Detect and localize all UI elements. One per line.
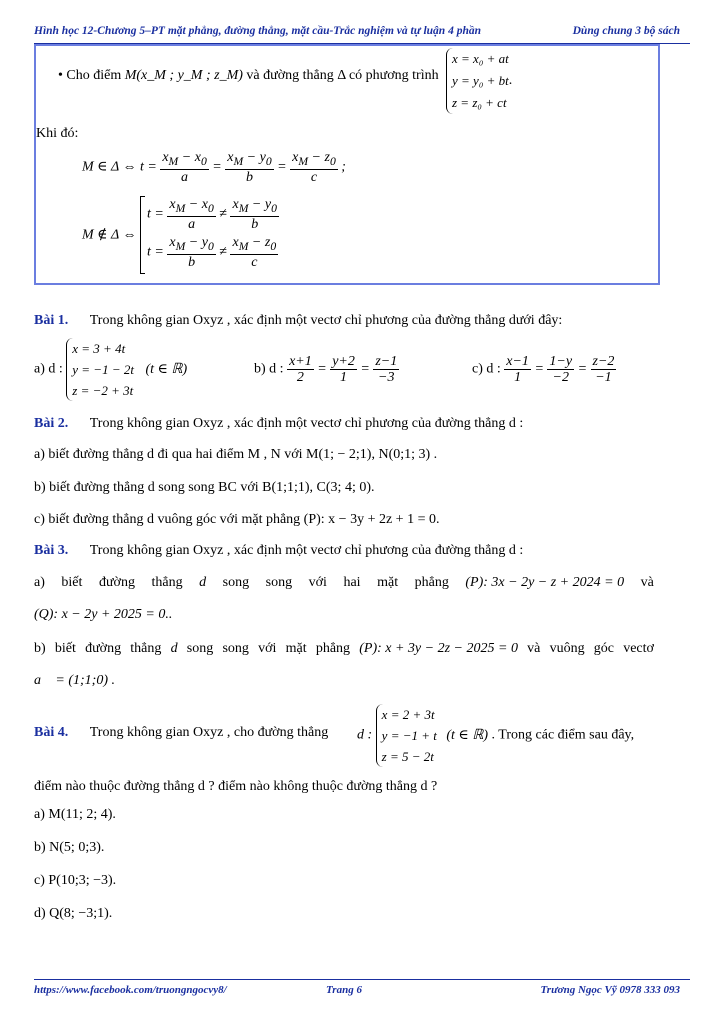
bai3-b: b) biết đường thẳng d song song với mặt phẳng (P): x + 3y − 2z − 2025 = 0 và vuông góc vectơ [34, 641, 654, 656]
header-right: Dùng chung 3 bộ sách [572, 25, 680, 37]
box-system: x = x₀ + at y = y₀ + bt z = z₀ + ct . [446, 48, 512, 114]
bai3-b2: a⃗ = (1;1;0) . [34, 673, 115, 688]
bai4-system: d : x = 2 + 3t y = −1 + t z = 5 − 2t (t ∈ ℝ) . Trong các điểm sau đây, [357, 704, 634, 767]
box-intro: • Cho điểm M(x_M ; y_M ; z_M) và đường thẳng Δ có phương trình [58, 68, 439, 83]
cond-out: M ∉ Δ ⇔ t = $\frac{x_M - x_0}{a}$ ≠ $\frac{x_M - y_0}{b}$ t = $\frac{x_M - y_0}{b}$ ≠ $\frac{x_M - z_0}{c}$ [82, 196, 279, 274]
bai2-title: Bài 2. Trong không gian Oxyz , xác định một vectơ chỉ phương của đường thẳng d : [34, 416, 524, 431]
bai1-b: b) d : $\frac{x+1}{2}$ = $\frac{y+2}{1}$ = $\frac{z-1}{-3}$ [254, 354, 398, 385]
page-number: Trang 6 [326, 984, 362, 996]
bai1-c: c) d : $\frac{x-1}{1}$ = $\frac{1-y}{-2}$ = $\frac{z-2}{-1}$ [472, 354, 615, 385]
bai2-b: b) biết đường thẳng d song song BC với B(1;1;1), C(3; 4; 0). [34, 480, 375, 495]
header-title: Hình học 12-Chương 5–PT mặt phẳng, đường thẳng, mặt cầu-Trắc nghiệm và tự luận 4 phần [34, 25, 481, 37]
bai3-a: a) biết đường thẳng d song song với hai mặt phẳng (P): 3x − 2y − z + 2024 = 0 và [34, 575, 654, 590]
bai2-c: c) biết đường thẳng d vuông góc với mặt phẳng (P): x − 3y + 2z + 1 = 0. [34, 512, 440, 527]
bai4-item-b: b) N(5; 0;3). [34, 840, 105, 855]
theory-box [34, 44, 660, 285]
bai3-title: Bài 3. Trong không gian Oxyz , xác định một vectơ chỉ phương của đường thẳng d : [34, 543, 524, 558]
khi-do: Khi đó: [36, 126, 79, 141]
page-footer [34, 979, 690, 1000]
bai4-item-c: c) P(10;3; −3). [34, 873, 117, 888]
footer-author: Trương Ngọc Vỹ 0978 333 093 [540, 984, 680, 996]
bai4-item-d: d) Q(8; −3;1). [34, 906, 113, 921]
bai4-label: Bài 4. Trong không gian Oxyz , cho đường thẳng [34, 725, 329, 740]
bai1-a: a) d : x = 3 + 4t y = −1 − 2t z = −2 + 3t (t ∈ ℝ) [34, 338, 187, 401]
page-header [34, 25, 690, 44]
bai1-title: Bài 1. Trong không gian Oxyz , xác định một vectơ chỉ phương của đường thẳng dưới đây: [34, 313, 563, 328]
bai4-line2: điểm nào thuộc đường thẳng d ? điểm nào không thuộc đường thẳng d ? [34, 779, 438, 794]
bai4-item-a: a) M(11; 2; 4). [34, 807, 116, 822]
footer-link[interactable]: https://www.facebook.com/truongngocvy8/ [34, 984, 227, 996]
bai2-a: a) biết đường thẳng d đi qua hai điểm M , N với M(1; − 2;1), N(0;1; 3) . [34, 447, 438, 462]
bai3-a2: (Q): x − 2y + 2025 = 0.. [34, 607, 173, 622]
cond-in: M ∈ Δ ⇔ t = $\frac{x_M - x_0}{a}$ = $\frac{x_M - y_0}{b}$ = $\frac{x_M - z_0}{c}$ ; [82, 150, 346, 185]
